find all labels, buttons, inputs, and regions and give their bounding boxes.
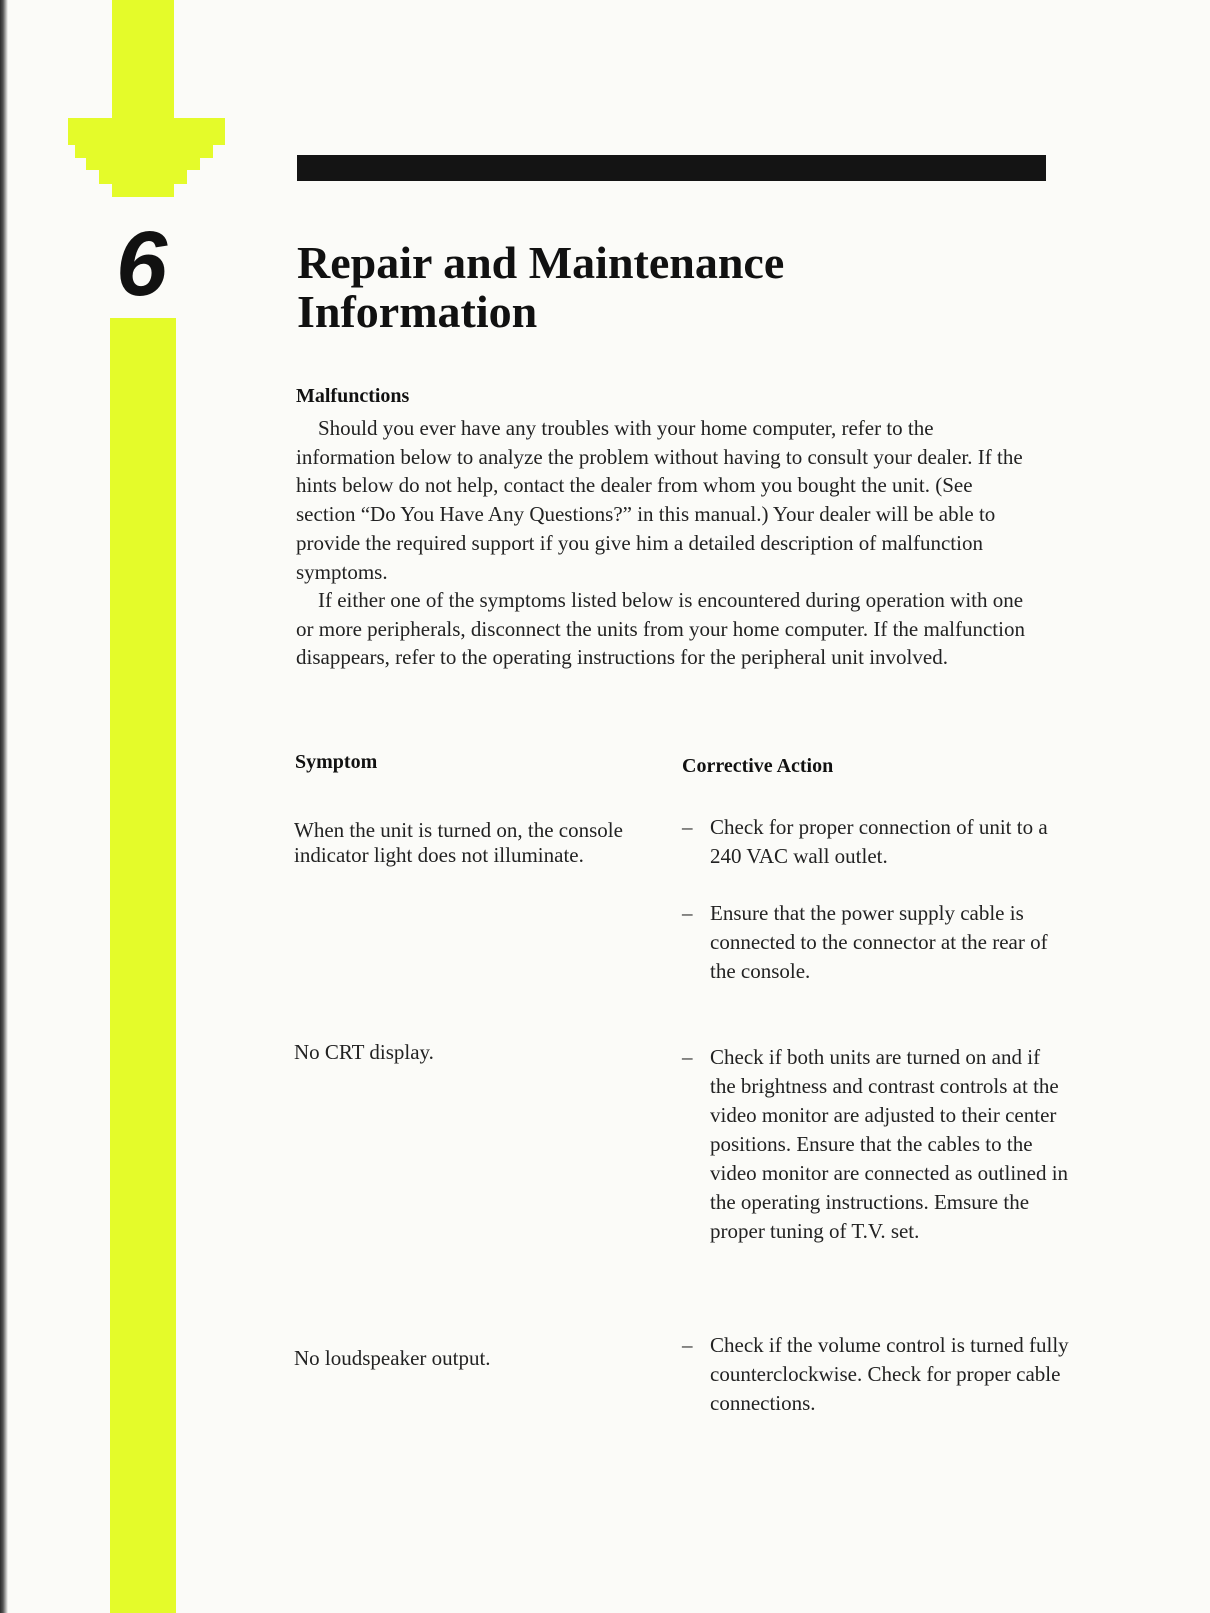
action-item: [682, 1331, 1070, 1418]
page-title-line1: Repair and Maintenance: [297, 237, 785, 288]
dash-bullet: –: [682, 815, 693, 839]
symptom-no-display: No CRT display.: [294, 1040, 434, 1064]
chapter-bar: [110, 318, 176, 1613]
symptom-no-sound: No loudspeaker output.: [294, 1346, 491, 1370]
symptom-column-header: Symptom: [295, 751, 378, 773]
section-heading: Malfunctions: [296, 385, 410, 407]
page-title: [297, 238, 1037, 336]
down-arrow-icon: [0, 0, 240, 210]
action-item: [682, 813, 1070, 871]
action-text: Ensure that the power supply cable is connected to the connector at the rear of the console.: [710, 901, 1048, 983]
dash-bullet: –: [682, 1045, 693, 1069]
peripherals-paragraph: If either one of the symptoms listed below is encountered during operation with one or more peripherals, disconnect the units from your home computer. If the malfunction disappears, refer to the operating instructions for the peripheral unit involved.: [296, 588, 1025, 670]
action-column-header: Corrective Action: [682, 755, 834, 777]
chapter-number: 6: [116, 213, 168, 315]
page-edge-shadow: [0, 0, 8, 1613]
action-text: Check for proper connection of unit to a 240 VAC wall outlet.: [710, 815, 1048, 868]
action-item: [682, 1043, 1070, 1246]
intro-paragraph: Should you ever have any troubles with your home computer, refer to the information below to analyze the problem without having to consult your dealer. If the hints below do not help, contact the dealer from whom you bought the unit. (See section “Do You Have Any Questions?” in this manual.) Your dealer will be able to provide the required support if you give him a detailed description of malfunction symptoms.: [296, 416, 1023, 584]
header-rule: [297, 155, 1046, 181]
dash-bullet: –: [682, 901, 693, 925]
action-text: Check if both units are turned on and if the brightness and contrast controls at the video monitor are adjusted to their center positions. Ensure that the cables to the video monitor are connected as outlined in the operating instructions. Emsure the proper tuning of T.V. set.: [710, 1045, 1069, 1243]
page-title-line2: Information: [297, 286, 538, 337]
symptom-power-light: When the unit is turned on, the console indicator light does not illuminate.: [294, 818, 623, 867]
dash-bullet: –: [682, 1333, 693, 1357]
action-text: Check if the volume control is turned fully counterclockwise. Check for proper cable connections.: [710, 1333, 1069, 1415]
action-item: [682, 899, 1070, 986]
